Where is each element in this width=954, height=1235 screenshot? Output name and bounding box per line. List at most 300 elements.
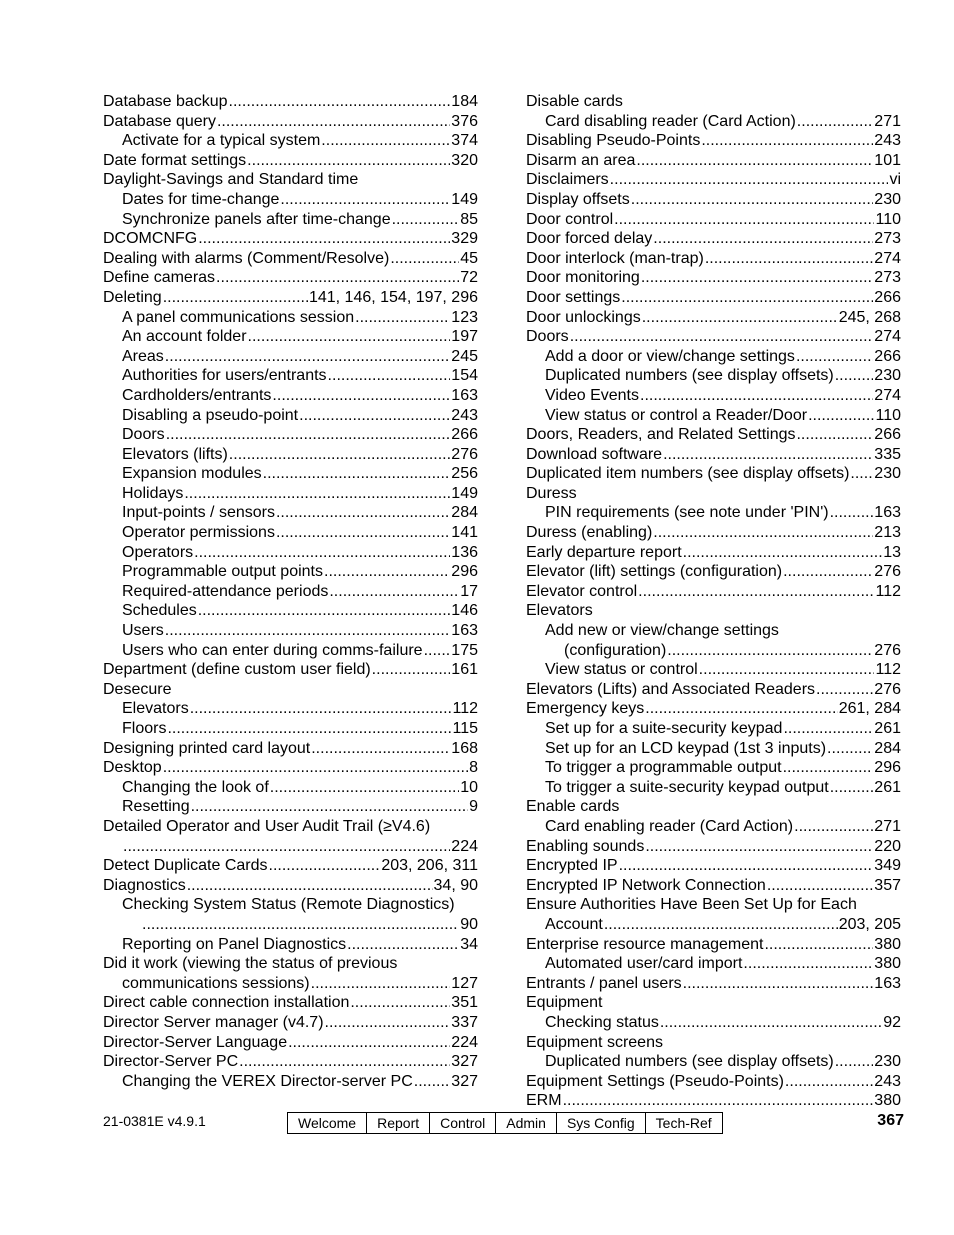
dot-leader (797, 112, 874, 132)
index-entry-label: Areas (122, 347, 164, 365)
index-entry[interactable] (526, 778, 901, 798)
index-entry[interactable] (526, 954, 901, 974)
index-entry-label: Elevator (lift) settings (configuration) (526, 563, 783, 581)
nav-tab-bar (287, 1112, 723, 1134)
index-entry-page[interactable]: 34, 90 (433, 876, 478, 894)
index-entry-page[interactable]: 380 (874, 935, 901, 953)
index-entry[interactable] (103, 1033, 478, 1053)
index-entry-label: PIN requirements (see note under 'PIN') (545, 504, 829, 522)
index-entry-label: Door unlockings (526, 308, 641, 326)
index-column-right (526, 92, 901, 1111)
index-entry-label: Disarm an area (526, 151, 636, 169)
index-entry[interactable] (526, 151, 901, 171)
index-entry[interactable] (103, 523, 478, 543)
index-entry[interactable] (526, 406, 901, 426)
dot-leader (683, 974, 874, 994)
index-entry[interactable] (103, 327, 478, 347)
index-entry-label: Director-Server PC (103, 1053, 239, 1071)
index-entry[interactable] (103, 895, 478, 915)
dot-leader (794, 817, 873, 837)
index-entry-label: Schedules (122, 602, 197, 620)
dot-leader (640, 386, 873, 406)
index-entry[interactable] (526, 856, 901, 876)
index-entry-page[interactable]: 261 (874, 778, 901, 796)
dot-leader (328, 366, 451, 386)
index-entry[interactable] (526, 797, 901, 817)
index-entry[interactable] (526, 445, 901, 465)
index-entry-label: View status or control (545, 661, 698, 679)
index-entry-page[interactable]: 266 (451, 426, 478, 444)
index-entry-page[interactable]: 92 (883, 1013, 901, 1031)
index-entry-label: Synchronize panels after time-change (122, 210, 391, 228)
dot-leader (390, 249, 459, 269)
index-entry[interactable] (526, 327, 901, 347)
index-entry[interactable] (526, 1091, 901, 1111)
index-entry-label: Early departure report (526, 543, 682, 561)
index-entry-page[interactable]: 224 (451, 1033, 478, 1051)
index-entry-label: Disabling Pseudo-Points (526, 132, 701, 150)
index-entry[interactable] (526, 425, 901, 445)
index-entry-page[interactable]: 90 (460, 915, 478, 933)
index-entry-page[interactable]: 243 (874, 1072, 901, 1090)
index-entry[interactable] (526, 288, 901, 308)
index-entry[interactable] (103, 308, 478, 328)
index-entry-label: Entrants / panel users (526, 974, 682, 992)
index-entry-label: Did it work (viewing the status of previous (103, 955, 398, 973)
nav-tab-control[interactable]: Control (429, 1113, 495, 1133)
dot-leader (414, 1072, 451, 1092)
index-entry[interactable] (103, 288, 478, 308)
dot-leader (329, 582, 459, 602)
index-entry-page[interactable]: 115 (452, 720, 478, 737)
index-entry-label: Display offsets (526, 190, 630, 208)
index-entry-page[interactable]: 136 (451, 543, 478, 561)
index-entry[interactable] (526, 347, 901, 367)
index-entry-page[interactable]: 45 (460, 249, 478, 267)
index-entry[interactable] (526, 817, 901, 837)
index-entry[interactable] (103, 131, 478, 151)
index-entry-page[interactable]: 101 (874, 151, 901, 169)
index-entry-page[interactable]: 34 (460, 935, 478, 953)
index-entry[interactable] (103, 1013, 478, 1033)
index-entry-page[interactable]: 213 (874, 524, 901, 542)
index-entry-page[interactable]: 163 (451, 386, 478, 404)
index-entry-label: Enable cards (526, 798, 620, 816)
index-entry-page[interactable]: 357 (874, 876, 901, 894)
index-entry-page[interactable]: 10 (460, 778, 478, 796)
index-entry-label: Door forced delay (526, 230, 653, 248)
index-entry-page[interactable]: 266 (874, 426, 901, 444)
index-entry-page[interactable]: 284 (451, 504, 478, 522)
index-entry[interactable] (103, 797, 478, 817)
index-entry-page[interactable]: 266 (874, 347, 901, 365)
index-entry[interactable] (526, 739, 901, 759)
index-entry-label: Department (define custom user field) (103, 661, 371, 679)
index-entry[interactable] (103, 739, 478, 759)
index-entry-page[interactable]: 8 (469, 759, 478, 777)
index-entry-page[interactable]: 163 (451, 622, 478, 640)
dot-leader (263, 464, 451, 484)
index-entry-page[interactable]: 245, 268 (838, 308, 901, 326)
index-entry-page[interactable]: 271 (874, 817, 901, 835)
index-entry[interactable] (103, 406, 478, 426)
index-entry[interactable] (103, 719, 478, 739)
index-entry[interactable] (526, 543, 901, 563)
index-entry-label: Doors (526, 328, 569, 346)
index-entry-page[interactable]: 245 (451, 347, 478, 365)
index-entry-page[interactable]: 141 (451, 524, 478, 542)
index-entry-page[interactable]: 374 (451, 132, 478, 150)
index-entry[interactable] (103, 464, 478, 484)
index-entry[interactable] (103, 151, 478, 171)
index-entry-label: Add new or view/change settings (545, 622, 779, 640)
index-entry[interactable] (103, 445, 478, 465)
index-entry-page[interactable]: 220 (874, 837, 901, 855)
index-entry[interactable] (103, 112, 478, 132)
index-entry[interactable] (103, 268, 478, 288)
index-entry[interactable] (103, 915, 478, 935)
index-entry[interactable] (103, 543, 478, 563)
index-entry[interactable] (526, 503, 901, 523)
index-entry-label: Programmable output points (122, 563, 323, 581)
index-entry-label: Elevators (122, 700, 189, 718)
index-entry[interactable] (526, 601, 901, 621)
index-entry-page[interactable]: 110 (875, 210, 901, 228)
index-entry-label: A panel communications session (122, 308, 355, 326)
index-entry-page[interactable]: 123 (451, 308, 478, 326)
index-entry-page[interactable]: 149 (451, 190, 478, 208)
index-entry-label: Checking System Status (Remote Diagnostics) (122, 896, 455, 914)
nav-tab-welcome[interactable]: Welcome (298, 1115, 357, 1131)
index-entry[interactable] (526, 935, 901, 955)
index-entry-page[interactable]: 141, 146, 154, 197, 296 (308, 288, 478, 306)
dot-leader (272, 386, 450, 406)
index-entry-page[interactable]: 271 (874, 112, 901, 130)
index-entry[interactable] (526, 895, 901, 915)
index-entry-page[interactable]: 112 (875, 582, 901, 600)
index-entry[interactable] (103, 778, 478, 798)
index-entry-page[interactable]: 112 (452, 700, 478, 718)
dot-leader (699, 660, 875, 680)
index-entry-page[interactable]: 175 (451, 641, 478, 659)
index-entry[interactable] (526, 484, 901, 504)
index-entry-page[interactable]: 112 (875, 661, 901, 679)
dot-leader (783, 719, 873, 739)
index-entry[interactable] (103, 92, 478, 112)
index-entry[interactable] (526, 366, 901, 386)
index-entry-label: To trigger a programmable output (545, 759, 782, 777)
index-entry[interactable] (103, 974, 478, 994)
index-entry-page[interactable]: 149 (451, 484, 478, 502)
index-entry[interactable] (103, 856, 478, 876)
index-entry[interactable] (526, 1072, 901, 1092)
index-entry-page[interactable]: 146 (451, 602, 478, 620)
dot-leader (247, 151, 450, 171)
index-entry-page[interactable]: 161 (451, 661, 478, 679)
index-entry-label: Direct cable connection installation (103, 994, 350, 1012)
index-entry-page[interactable]: 261 (874, 720, 901, 737)
index-entry-page[interactable]: 168 (451, 739, 478, 757)
dot-leader (610, 170, 889, 190)
index-entry-label: Database query (103, 112, 216, 130)
index-entry-page[interactable]: 276 (874, 680, 901, 698)
dot-leader (299, 406, 450, 426)
index-entry-page[interactable]: 320 (451, 151, 478, 169)
index-entry-page[interactable]: 197 (451, 328, 478, 346)
dot-leader (288, 1033, 450, 1053)
dot-leader (619, 856, 874, 876)
index-entry[interactable] (103, 876, 478, 896)
index-entry[interactable] (103, 503, 478, 523)
index-entry-page[interactable]: 335 (874, 445, 901, 463)
index-entry-page[interactable]: 230 (874, 1053, 901, 1071)
index-entry-label: Director Server manager (v4.7) (103, 1013, 324, 1031)
dot-leader (816, 680, 873, 700)
dot-leader (167, 719, 451, 739)
index-entry-page[interactable]: 329 (451, 230, 478, 248)
index-entry[interactable] (526, 464, 901, 484)
index-entry[interactable] (526, 641, 901, 661)
index-entry-page[interactable]: 337 (451, 1013, 478, 1031)
index-entry[interactable] (526, 131, 901, 151)
dot-leader (743, 954, 873, 974)
index-entry[interactable] (526, 719, 901, 739)
index-entry-label: Equipment Settings (Pseudo-Points) (526, 1072, 784, 1090)
index-entry[interactable] (526, 210, 901, 230)
index-entry-page[interactable]: 184 (451, 93, 478, 110)
index-entry[interactable] (526, 699, 901, 719)
index-entry-page[interactable]: 266 (874, 288, 901, 306)
index-entry-page[interactable]: 163 (874, 974, 901, 992)
index-entry-page[interactable]: 380 (874, 955, 901, 973)
index-entry[interactable] (526, 170, 901, 190)
index-entry-label: Duplicated numbers (see display offsets) (545, 1053, 834, 1071)
index-entry-page[interactable]: 351 (451, 994, 478, 1012)
index-entry-page[interactable]: 376 (451, 112, 478, 130)
index-entry-page[interactable]: 17 (460, 582, 478, 600)
index-entry[interactable] (526, 993, 901, 1013)
index-entry-label: Required-attendance periods (122, 582, 329, 600)
index-entry-page[interactable]: 276 (451, 445, 478, 463)
index-entry-page[interactable]: 13 (883, 543, 901, 561)
dot-leader (641, 268, 873, 288)
index-entry[interactable] (103, 758, 478, 778)
index-entry[interactable] (103, 347, 478, 367)
index-entry[interactable] (103, 935, 478, 955)
index-entry[interactable] (526, 523, 901, 543)
index-entry[interactable] (526, 386, 901, 406)
dot-leader (563, 1091, 874, 1111)
index-entry[interactable] (526, 621, 901, 641)
dot-leader (350, 993, 450, 1013)
dot-leader (614, 210, 874, 230)
dot-leader (835, 1052, 874, 1072)
index-entry-page[interactable]: 243 (874, 132, 901, 150)
index-entry-page[interactable]: 273 (874, 230, 901, 248)
index-entry-label: Automated user/card import (545, 955, 743, 973)
index-entry[interactable] (103, 660, 478, 680)
index-entry-page[interactable]: 327 (451, 1072, 478, 1090)
index-entry-page[interactable]: 261, 284 (838, 700, 901, 718)
dot-leader (165, 347, 451, 367)
index-entry-page[interactable]: 203, 205 (838, 915, 901, 933)
index-entry[interactable] (103, 993, 478, 1013)
index-entry-page[interactable]: 349 (874, 857, 901, 875)
index-entry[interactable] (103, 484, 478, 504)
index-entry[interactable] (526, 308, 901, 328)
index-entry-page[interactable]: 163 (874, 504, 901, 522)
index-entry-label: Activate for a typical system (122, 132, 321, 150)
dot-leader (424, 641, 451, 661)
dot-leader (142, 915, 459, 935)
index-entry-page[interactable]: 256 (451, 465, 478, 483)
index-entry[interactable] (526, 562, 901, 582)
index-entry[interactable] (526, 268, 901, 288)
dot-leader (653, 229, 873, 249)
index-entry[interactable] (103, 386, 478, 406)
index-entry[interactable] (526, 1013, 901, 1033)
index-entry[interactable] (103, 1052, 478, 1072)
index-entry[interactable] (103, 621, 478, 641)
dot-leader (194, 543, 450, 563)
index-entry[interactable] (526, 1052, 901, 1072)
index-entry[interactable] (103, 699, 478, 719)
index-entry[interactable] (526, 660, 901, 680)
index-entry[interactable] (103, 229, 478, 249)
dot-leader (325, 1013, 451, 1033)
index-entry[interactable] (526, 837, 901, 857)
index-entry-label: Download software (526, 445, 663, 463)
dot-leader (642, 308, 838, 328)
index-entry-page[interactable]: 85 (460, 210, 478, 228)
index-entry[interactable] (526, 758, 901, 778)
index-entry-page[interactable]: 296 (451, 563, 478, 581)
index-entry[interactable] (526, 915, 901, 935)
index-entry[interactable] (103, 366, 478, 386)
index-entry[interactable] (103, 210, 478, 230)
index-entry[interactable] (526, 582, 901, 602)
index-entry-label: An account folder (122, 328, 247, 346)
index-entry-page[interactable]: 230 (874, 190, 901, 208)
index-entry-label: Door monitoring (526, 269, 640, 287)
dot-leader (276, 523, 450, 543)
index-entry-page[interactable]: 274 (874, 328, 901, 346)
index-entry[interactable] (526, 112, 901, 132)
index-entry-page[interactable]: vi (889, 171, 901, 189)
index-entry-page[interactable]: 276 (874, 641, 901, 659)
dot-leader (783, 758, 874, 778)
index-entry-label: Cardholders/entrants (122, 386, 272, 404)
nav-tab-admin[interactable]: Admin (495, 1113, 556, 1133)
dot-leader (184, 484, 450, 504)
index-entry-page[interactable]: 274 (874, 386, 901, 404)
index-entry[interactable] (103, 170, 478, 190)
index-entry-label: Encrypted IP (526, 857, 618, 875)
index-entry[interactable] (526, 876, 901, 896)
index-entry[interactable] (103, 562, 478, 582)
index-entry-page[interactable]: 230 (874, 465, 901, 483)
nav-tab-tech-ref[interactable]: Tech-Ref (645, 1113, 722, 1133)
index-entry[interactable] (103, 249, 478, 269)
dot-leader (645, 699, 837, 719)
index-entry[interactable] (526, 249, 901, 269)
index-entry-page[interactable]: 327 (451, 1053, 478, 1071)
dot-leader (269, 856, 381, 876)
index-entry-page[interactable]: 154 (451, 367, 478, 385)
index-entry-page[interactable]: 9 (469, 798, 478, 816)
index-entry-label: To trigger a suite-security keypad output (545, 778, 829, 796)
index-entry-label: Video Events (545, 386, 639, 404)
index-entry[interactable] (103, 680, 478, 700)
dot-leader (705, 249, 873, 269)
dot-leader (667, 641, 873, 661)
index-entry-label: Duress (enabling) (526, 524, 653, 542)
index-entry[interactable] (103, 425, 478, 445)
index-entry[interactable] (526, 92, 901, 112)
index-entry[interactable] (103, 1072, 478, 1092)
index-entry[interactable] (103, 601, 478, 621)
dot-leader (165, 621, 451, 641)
index-entry-label: Diagnostics (103, 876, 186, 894)
nav-tab-report[interactable]: Report (366, 1113, 429, 1133)
index-entry-page[interactable]: 296 (874, 759, 901, 777)
index-entry-label: Add a door or view/change settings (545, 347, 795, 365)
index-entry-label: Changing the look of (122, 778, 269, 796)
index-entry-page[interactable]: 273 (874, 269, 901, 287)
index-entry[interactable] (526, 190, 901, 210)
index-entry[interactable] (103, 817, 478, 837)
index-entry-page[interactable]: 72 (460, 269, 478, 287)
index-entry[interactable] (103, 641, 478, 661)
index-entry-page[interactable]: 380 (874, 1092, 901, 1110)
index-entry-label: Enterprise resource management (526, 935, 764, 953)
index-entry[interactable] (526, 229, 901, 249)
index-entry-page[interactable]: 110 (875, 406, 901, 424)
index-entry-label: Authorities for users/entrants (122, 367, 327, 385)
dot-leader (827, 739, 873, 759)
index-entry-page[interactable]: 276 (874, 563, 901, 581)
index-entry-label: Elevators (526, 602, 593, 620)
index-entry[interactable] (526, 974, 901, 994)
index-entry-label: Checking status (545, 1013, 659, 1031)
index-entry-page[interactable]: 224 (451, 837, 478, 855)
index-entry-label: Door settings (526, 288, 621, 306)
index-entry[interactable] (103, 954, 478, 974)
index-entry[interactable] (526, 1033, 901, 1053)
index-entry[interactable] (103, 582, 478, 602)
index-entry-label: Daylight-Savings and Standard time (103, 171, 359, 189)
index-entry-page[interactable]: 230 (874, 367, 901, 385)
nav-tab-sys-config[interactable]: Sys Config (556, 1113, 645, 1133)
index-entry-label: Deleting (103, 288, 162, 306)
index-entry-label: Users (122, 622, 164, 640)
index-entry-label: Dealing with alarms (Comment/Resolve) (103, 249, 390, 267)
index-entry-page[interactable]: 203, 206, 311 (381, 857, 478, 875)
dot-leader (570, 327, 874, 347)
index-entry-label: Account (545, 915, 603, 933)
index-entry-page[interactable]: 243 (451, 406, 478, 424)
dot-leader (631, 190, 874, 210)
index-entry-page[interactable]: 274 (874, 249, 901, 267)
index-entry-label: Ensure Authorities Have Been Set Up for Each (526, 896, 857, 914)
index-entry[interactable] (103, 190, 478, 210)
dot-leader (783, 562, 873, 582)
index-entry[interactable] (526, 680, 901, 700)
index-entry[interactable] (103, 837, 478, 857)
dot-leader (653, 523, 873, 543)
index-entry-page[interactable]: 284 (874, 739, 901, 757)
index-entry-page[interactable]: 127 (451, 974, 478, 992)
